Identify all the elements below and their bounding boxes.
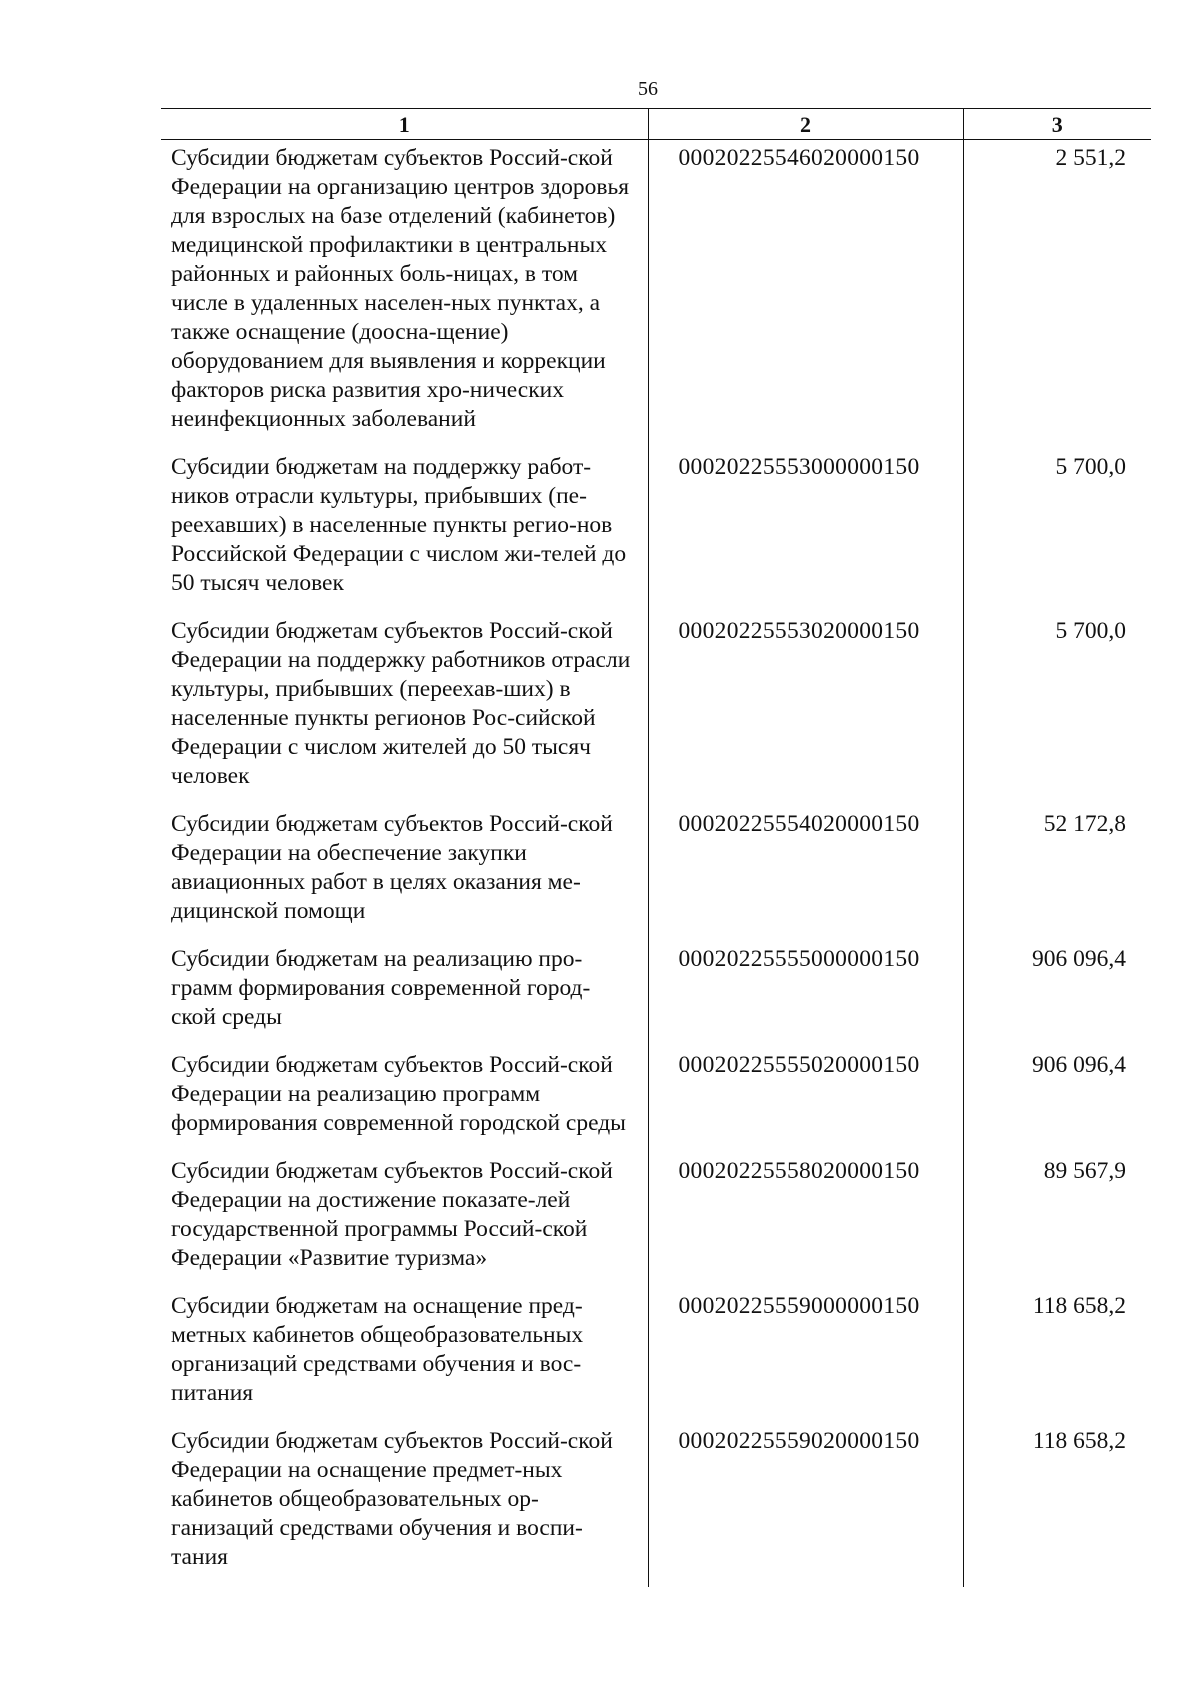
table-header-row <box>161 109 1151 140</box>
budget-table <box>161 108 1151 1587</box>
row-amount: 5 700,0 <box>963 613 1151 806</box>
column-header-2: 2 <box>648 109 963 140</box>
row-description: Субсидии бюджетам субъектов Россий-ской Федерации на оснащение предмет-ных кабинетов общеобразовательных ор-ганизаций средствами обучения и воспи-тания <box>171 1428 613 1570</box>
table-row <box>161 1047 1151 1153</box>
row-code: 00020225555000000150 <box>648 941 963 1047</box>
table-row <box>161 613 1151 806</box>
table-row <box>161 806 1151 941</box>
row-code: 00020225555020000150 <box>648 1047 963 1153</box>
row-amount: 906 096,4 <box>963 1047 1151 1153</box>
table-row <box>161 140 1151 450</box>
column-header-3: 3 <box>963 109 1151 140</box>
row-amount: 906 096,4 <box>963 941 1151 1047</box>
table-row <box>161 1288 1151 1423</box>
row-code: 00020225553020000150 <box>648 613 963 806</box>
row-code: 00020225553000000150 <box>648 449 963 613</box>
page-number: 56 <box>638 78 658 100</box>
row-description: Субсидии бюджетам на оснащение пред-метных кабинетов общеобразовательных организаций средствами обучения и вос-питания <box>171 1293 584 1406</box>
row-description: Субсидии бюджетам на поддержку работ-ников отрасли культуры, прибывших (пе-реехавших) в населенные пункты регио-нов Российской Федерации с числом жи-телей до 50 тысяч человек <box>171 454 627 596</box>
row-description: Субсидии бюджетам субъектов Россий-ской Федерации на поддержку работников отрасли культуры, прибывших (переехав-ших) в населенные пункты регионов Рос-сийской Федерации с числом жителей до 50 тысяч человек <box>171 618 631 789</box>
row-code: 00020225558020000150 <box>648 1153 963 1288</box>
row-amount: 52 172,8 <box>963 806 1151 941</box>
column-header-1: 1 <box>161 109 648 140</box>
table-row <box>161 1423 1151 1587</box>
row-amount: 118 658,2 <box>963 1288 1151 1423</box>
row-description: Субсидии бюджетам субъектов Россий-ской Федерации на реализацию программ формирования современной городской среды <box>171 1052 626 1136</box>
table-row <box>161 941 1151 1047</box>
row-amount: 118 658,2 <box>963 1423 1151 1587</box>
row-description: Субсидии бюджетам на реализацию про-грамм формирования современной город-ской среды <box>171 946 591 1030</box>
row-amount: 89 567,9 <box>963 1153 1151 1288</box>
row-code: 00020225554020000150 <box>648 806 963 941</box>
row-description: Субсидии бюджетам субъектов Россий-ской Федерации на достижение показате-лей государственной программы Россий-ской Федерации «Развитие туризма» <box>171 1158 613 1271</box>
row-amount: 5 700,0 <box>963 449 1151 613</box>
table-row <box>161 449 1151 613</box>
row-amount: 2 551,2 <box>963 140 1151 450</box>
row-description: Субсидии бюджетам субъектов Россий-ской Федерации на организацию центров здоровья для взрослых на базе отделений (кабинетов) медицинской профилактики в центральных районных и районных боль-ницах, в том числе в удаленных населен-ных пунктах, а также оснащение (доосна-щение) оборудованием для выявления и коррекции факторов риска развития хро-нических неинфекционных заболеваний <box>171 145 630 432</box>
row-description: Субсидии бюджетам субъектов Россий-ской Федерации на обеспечение закупки авиационных работ в целях оказания ме-дицинской помощи <box>171 811 613 924</box>
row-code: 00020225559000000150 <box>648 1288 963 1423</box>
row-code: 00020225546020000150 <box>648 140 963 450</box>
table-row <box>161 1153 1151 1288</box>
row-code: 00020225559020000150 <box>648 1423 963 1587</box>
